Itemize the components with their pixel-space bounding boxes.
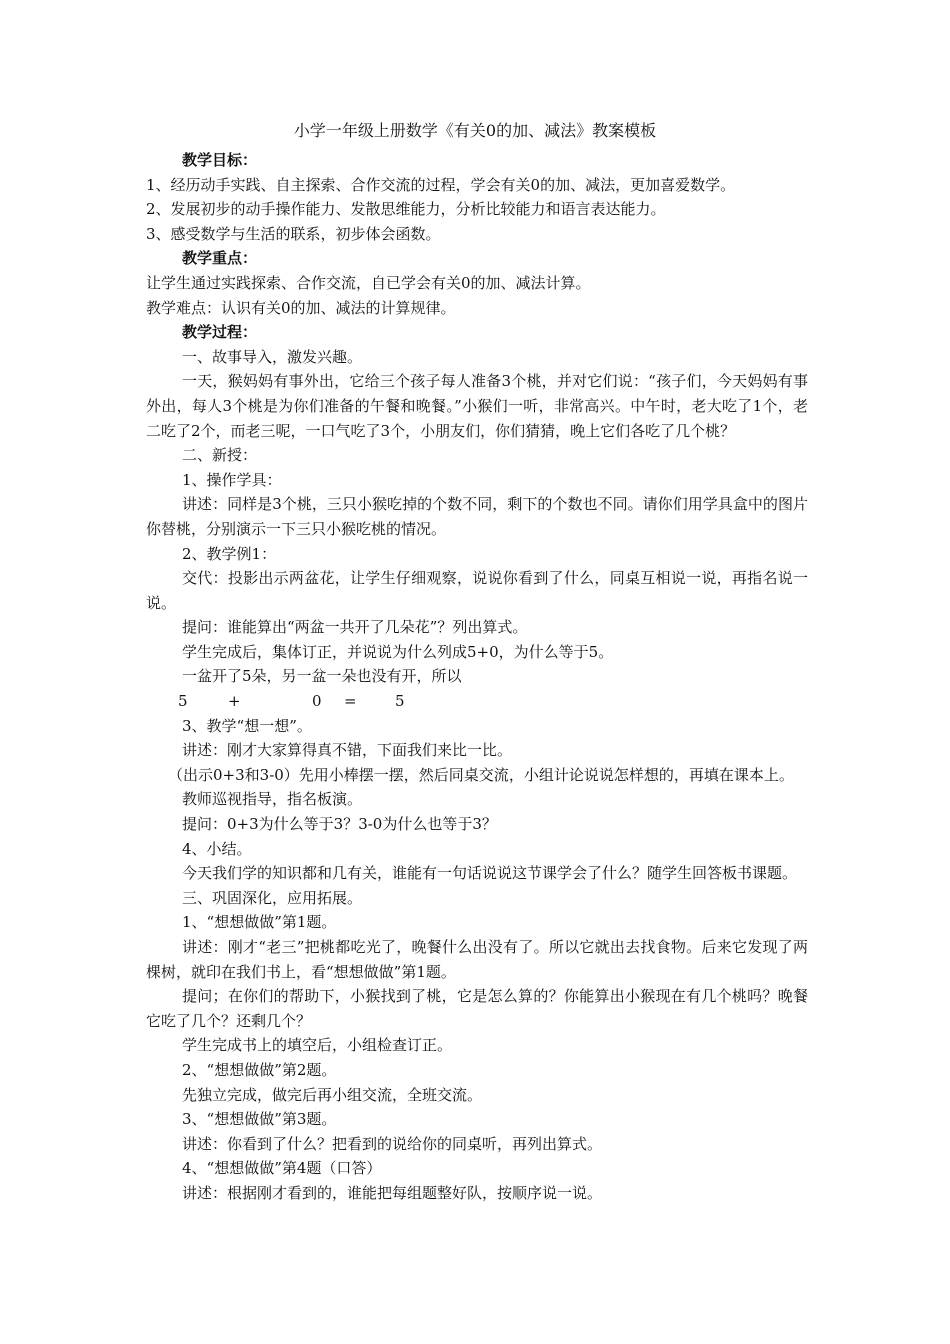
process-paragraph: （出示0+3和3-0）先用小棒摆一摆，然后同桌交流，小组计论说说怎样想的，再填在课本上。 <box>168 765 794 784</box>
process-paragraph: 提问：谁能算出“两盆一共开了几朵花”？列出算式。 <box>182 618 528 637</box>
process-paragraph: 三、巩固深化，应用拓展。 <box>182 888 363 907</box>
process-paragraph: 4、小结。 <box>182 839 252 858</box>
key-heading: 教学重点： <box>182 249 258 268</box>
process-paragraph: 讲述：刚才大家算得真不错，下面我们来比一比。 <box>182 741 513 760</box>
process-paragraph: 一天，猴妈妈有事外出，它给三个孩子每人准备3个桃，并对它们说：“孩子们，今天妈妈有事外出，每人3个桃是为你们准备的午餐和晚餐。”小猴们一听，非常高兴。中午时，老大吃了1个，老二吃了2个，而老三呢，一口气吃了3个，小朋友们，你们猜猜，晚上它们各吃了几个桃？ <box>146 372 808 440</box>
process-paragraph: 教师巡视指导，指名板演。 <box>182 790 363 809</box>
process-paragraph: 一、故事导入，激发兴趣。 <box>182 347 363 366</box>
process-paragraph: 今天我们学的知识都和几有关，谁能有一句话说说这节课学会了什么？随学生回答板书课题。 <box>182 864 798 883</box>
process-paragraph: 交代：投影出示两盆花，让学生仔细观察，说说你看到了什么，同桌互相说一说，再指名说一说。 <box>146 569 808 612</box>
difficulty-text: 教学难点：认识有关0的加、减法的计算规律。 <box>146 298 456 317</box>
equation-operator: + <box>228 692 241 711</box>
equation-operator: = <box>344 692 357 711</box>
process-paragraph: 学生完成后，集体订正，并说说为什么列成5+0，为什么等于5。 <box>182 642 614 661</box>
process-paragraph: 讲述：同样是3个桃，三只小猴吃掉的个数不同，剩下的个数也不同。请你们用学具盒中的图片你替桃，分别演示一下三只小猴吃桃的情况。 <box>146 495 808 538</box>
process-paragraph: 1、“想想做做”第1题。 <box>182 913 337 932</box>
process-paragraph: 提问；在你们的帮助下，小猴找到了桃，它是怎么算的？你能算出小猴现在有几个桃吗？晚餐它吃了几个？还剩几个？ <box>146 987 808 1030</box>
process-paragraph: 3、“想想做做”第3题。 <box>182 1110 337 1129</box>
key-text: 让学生通过实践探索、合作交流，自已学会有关0的加、减法计算。 <box>146 273 591 292</box>
process-paragraph: 二、新授： <box>182 446 258 465</box>
process-heading: 教学过程： <box>182 323 258 342</box>
process-paragraph: 3、教学“想一想”。 <box>182 716 312 735</box>
equation-result: 5 <box>395 692 405 711</box>
process-paragraph: 讲述：根据刚才看到的，谁能把每组题整好队，按顺序说一说。 <box>182 1183 603 1202</box>
equation-term: 5 <box>178 692 188 711</box>
document-body <box>146 148 808 1206</box>
process-paragraph: 先独立完成，做完后再小组交流，全班交流。 <box>182 1085 483 1104</box>
process-paragraph: 提问：0+3为什么等于3？3-0为什么也等于3？ <box>182 815 497 834</box>
process-paragraph: 一盆开了5朵，另一盆一朵也没有开，所以 <box>182 667 462 686</box>
process-paragraph: 学生完成书上的填空后，小组检查订正。 <box>182 1036 453 1055</box>
process-paragraph: 2、教学例1： <box>182 544 277 563</box>
goal-item: 1、经历动手实践、自主探索、合作交流的过程，学会有关0的加、减法，更加喜爱数学。 <box>146 175 736 194</box>
process-paragraph: 2、“想想做做”第2题。 <box>182 1060 337 1079</box>
process-paragraph: 4、“想想做做”第4题（口答） <box>182 1159 382 1178</box>
process-paragraph: 1、操作学具： <box>182 470 282 489</box>
process-paragraph: 讲述：刚才“老三”把桃都吃光了，晚餐什么出没有了。所以它就出去找食物。后来它发现了两棵树，就印在我们书上，看“想想做做”第1题。 <box>146 938 808 981</box>
goal-heading: 教学目标： <box>182 151 258 169</box>
equation-term: 0 <box>312 692 322 711</box>
process-paragraph: 讲述：你看到了什么？把看到的说给你的同桌听，再列出算式。 <box>182 1134 603 1153</box>
document-title: 小学一年级上册数学《有关0的加、减法》教案模板 <box>293 121 657 140</box>
equation-line <box>146 689 808 714</box>
goal-item: 2、发展初步的动手操作能力、发散思维能力，分析比较能力和语言表达能力。 <box>146 200 666 219</box>
goal-item: 3、感受数学与生活的联系，初步体会函数。 <box>146 224 441 243</box>
